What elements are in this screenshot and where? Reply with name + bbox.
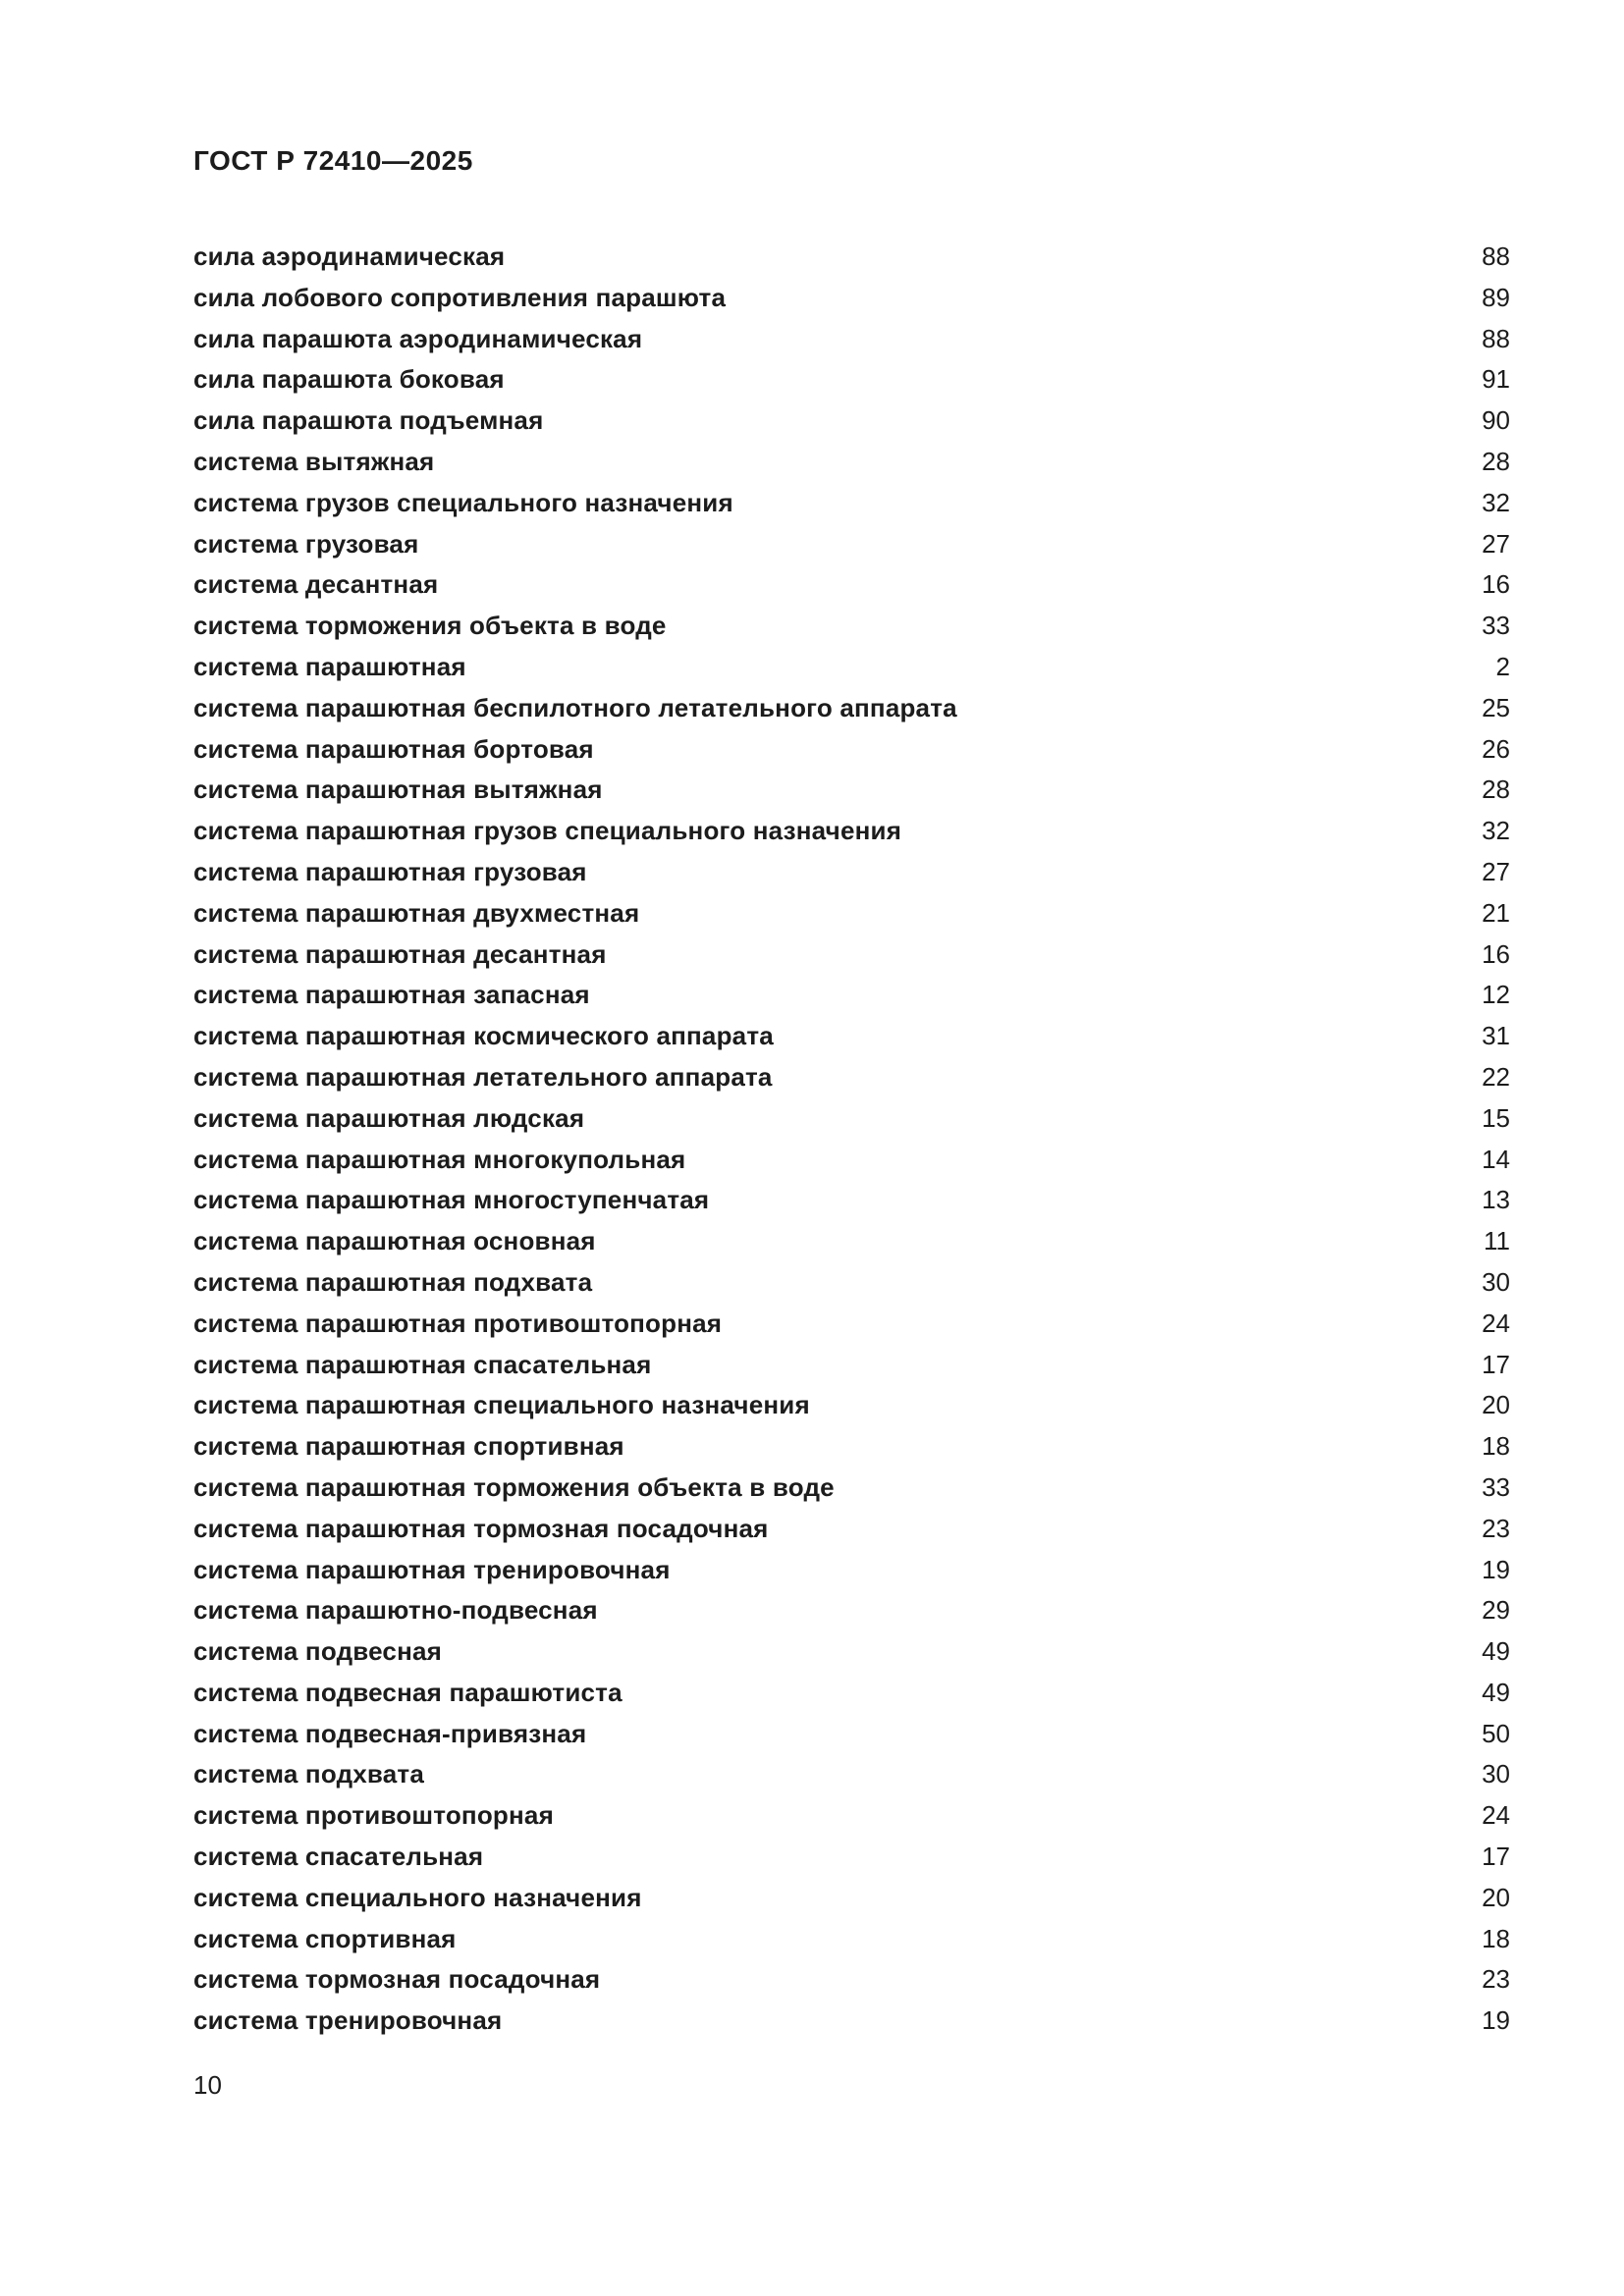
term-label: система парашютная бортовая bbox=[193, 733, 594, 764]
page-ref: 90 bbox=[1482, 405, 1510, 436]
term-label: система спасательная bbox=[193, 1842, 484, 1872]
index-row bbox=[193, 1754, 1510, 1795]
page-ref: 33 bbox=[1482, 611, 1510, 641]
term-label: система тормозная посадочная bbox=[193, 1964, 601, 1995]
index-row bbox=[193, 1590, 1510, 1631]
page-ref: 19 bbox=[1482, 2005, 1510, 2036]
page-ref: 18 bbox=[1482, 1431, 1510, 1462]
page-ref: 17 bbox=[1482, 1842, 1510, 1872]
term-label: система парашютно-подвесная bbox=[193, 1595, 598, 1626]
page-ref: 2 bbox=[1495, 651, 1510, 681]
index-row bbox=[193, 1795, 1510, 1837]
term-label: система парашютная спасательная bbox=[193, 1349, 652, 1379]
term-label: система грузовая bbox=[193, 528, 419, 559]
index-row bbox=[193, 811, 1510, 852]
index-row bbox=[193, 606, 1510, 647]
index-row bbox=[193, 1837, 1510, 1878]
index-row bbox=[193, 319, 1510, 360]
term-label: система парашютная подхвата bbox=[193, 1266, 593, 1297]
term-label: система парашютная многокупольная bbox=[193, 1144, 686, 1174]
index-row bbox=[193, 1057, 1510, 1098]
index-row bbox=[193, 1221, 1510, 1262]
page-ref: 30 bbox=[1482, 1759, 1510, 1789]
index-row bbox=[193, 442, 1510, 483]
page-ref: 32 bbox=[1482, 816, 1510, 846]
term-label: система противоштопорная bbox=[193, 1800, 554, 1831]
index-row bbox=[193, 1509, 1510, 1550]
term-label: система парашютная специального назначения bbox=[193, 1390, 810, 1420]
index-row bbox=[193, 1140, 1510, 1181]
page-ref: 27 bbox=[1482, 856, 1510, 886]
index-row bbox=[193, 1304, 1510, 1345]
page-ref: 16 bbox=[1482, 938, 1510, 969]
index-row bbox=[193, 483, 1510, 524]
index-row bbox=[193, 1959, 1510, 2001]
index-row bbox=[193, 729, 1510, 771]
page-ref: 49 bbox=[1482, 1677, 1510, 1707]
term-label: система парашютная тренировочная bbox=[193, 1554, 671, 1584]
term-label: система парашютная вытяжная bbox=[193, 774, 603, 805]
page-ref: 23 bbox=[1482, 1964, 1510, 1995]
page-ref: 21 bbox=[1482, 897, 1510, 928]
term-label: система парашютная противоштопорная bbox=[193, 1308, 723, 1338]
index-row bbox=[193, 400, 1510, 442]
term-label: сила лобового сопротивления парашюта bbox=[193, 282, 727, 312]
index-row bbox=[193, 1180, 1510, 1221]
index-row bbox=[193, 564, 1510, 606]
index-row bbox=[193, 237, 1510, 278]
index-row bbox=[193, 647, 1510, 688]
index-row bbox=[193, 688, 1510, 729]
term-label: система парашютная космического аппарата bbox=[193, 1021, 774, 1051]
term-label: система тренировочная bbox=[193, 2005, 503, 2036]
index-row bbox=[193, 1631, 1510, 1673]
index-row bbox=[193, 1426, 1510, 1468]
term-label: сила аэродинамическая bbox=[193, 241, 506, 271]
index-row bbox=[193, 1016, 1510, 1057]
term-label: система подвесная парашютиста bbox=[193, 1677, 623, 1707]
index-row bbox=[193, 1262, 1510, 1304]
page-ref: 88 bbox=[1482, 323, 1510, 353]
term-label: сила парашюта подъемная bbox=[193, 405, 544, 436]
page-ref: 12 bbox=[1482, 980, 1510, 1010]
alphabetical-index-list bbox=[193, 237, 1510, 2042]
index-row bbox=[193, 1878, 1510, 1919]
term-label: система подхвата bbox=[193, 1759, 425, 1789]
index-row bbox=[193, 1345, 1510, 1386]
page-ref: 26 bbox=[1482, 733, 1510, 764]
page-ref: 24 bbox=[1482, 1308, 1510, 1338]
page-ref: 27 bbox=[1482, 528, 1510, 559]
page-ref: 13 bbox=[1482, 1185, 1510, 1215]
term-label: система вытяжная bbox=[193, 446, 435, 476]
page-ref: 29 bbox=[1482, 1595, 1510, 1626]
page-ref: 28 bbox=[1482, 774, 1510, 805]
term-label: система парашютная грузов специального назначения bbox=[193, 816, 902, 846]
index-row bbox=[193, 934, 1510, 976]
index-row bbox=[193, 2001, 1510, 2042]
term-label: сила парашюта боковая bbox=[193, 364, 505, 395]
page-ref: 49 bbox=[1482, 1636, 1510, 1667]
page-ref: 50 bbox=[1482, 1718, 1510, 1748]
page-ref: 28 bbox=[1482, 446, 1510, 476]
term-label: система подвесная-привязная bbox=[193, 1718, 587, 1748]
page-ref: 24 bbox=[1482, 1800, 1510, 1831]
index-row bbox=[193, 1098, 1510, 1140]
index-row bbox=[193, 278, 1510, 319]
page-ref: 11 bbox=[1484, 1226, 1510, 1256]
term-label: система парашютная основная bbox=[193, 1226, 596, 1256]
page-ref: 30 bbox=[1482, 1266, 1510, 1297]
term-label: система парашютная грузовая bbox=[193, 856, 587, 886]
page-ref: 17 bbox=[1482, 1349, 1510, 1379]
index-row bbox=[193, 893, 1510, 934]
term-label: система парашютная тормозная посадочная bbox=[193, 1513, 769, 1543]
term-label: система парашютная людская bbox=[193, 1102, 585, 1133]
term-label: система парашютная многоступенчатая bbox=[193, 1185, 710, 1215]
page-ref: 19 bbox=[1482, 1554, 1510, 1584]
page-ref: 20 bbox=[1482, 1390, 1510, 1420]
term-label: система десантная bbox=[193, 569, 439, 600]
index-row bbox=[193, 524, 1510, 565]
term-label: система парашютная беспилотного летательного аппарата bbox=[193, 692, 957, 722]
term-label: система парашютная торможения объекта в воде bbox=[193, 1471, 835, 1502]
page-ref: 18 bbox=[1482, 1923, 1510, 1953]
index-row bbox=[193, 1385, 1510, 1426]
term-label: система парашютная двухместная bbox=[193, 897, 640, 928]
page-ref: 15 bbox=[1482, 1102, 1510, 1133]
page-ref: 23 bbox=[1482, 1513, 1510, 1543]
index-row bbox=[193, 975, 1510, 1016]
page-ref: 25 bbox=[1482, 692, 1510, 722]
index-row bbox=[193, 1550, 1510, 1591]
term-label: система торможения объекта в воде bbox=[193, 611, 667, 641]
index-row bbox=[193, 770, 1510, 811]
page-ref: 22 bbox=[1482, 1061, 1510, 1092]
term-label: система парашютная десантная bbox=[193, 938, 607, 969]
page-ref: 88 bbox=[1482, 241, 1510, 271]
index-row bbox=[193, 1468, 1510, 1509]
term-label: система парашютная запасная bbox=[193, 980, 590, 1010]
page-ref: 16 bbox=[1482, 569, 1510, 600]
page-ref: 20 bbox=[1482, 1882, 1510, 1912]
page-ref: 33 bbox=[1482, 1471, 1510, 1502]
standard-designation: ГОСТ Р 72410—2025 bbox=[193, 145, 473, 176]
term-label: система грузов специального назначения bbox=[193, 487, 733, 517]
term-label: система парашютная летательного аппарата bbox=[193, 1061, 773, 1092]
page-ref: 31 bbox=[1482, 1021, 1510, 1051]
term-label: система парашютная спортивная bbox=[193, 1431, 624, 1462]
index-row bbox=[193, 1919, 1510, 1960]
term-label: система спортивная bbox=[193, 1923, 457, 1953]
page-ref: 89 bbox=[1482, 282, 1510, 312]
index-row bbox=[193, 1714, 1510, 1755]
page-ref: 91 bbox=[1482, 364, 1510, 395]
page-ref: 14 bbox=[1482, 1144, 1510, 1174]
term-label: система подвесная bbox=[193, 1636, 443, 1667]
index-row bbox=[193, 852, 1510, 893]
index-row bbox=[193, 359, 1510, 400]
term-label: система парашютная bbox=[193, 651, 466, 681]
page-number: 10 bbox=[193, 2070, 222, 2100]
term-label: система специального назначения bbox=[193, 1882, 642, 1912]
page-ref: 32 bbox=[1482, 487, 1510, 517]
term-label: сила парашюта аэродинамическая bbox=[193, 323, 643, 353]
index-row bbox=[193, 1673, 1510, 1714]
